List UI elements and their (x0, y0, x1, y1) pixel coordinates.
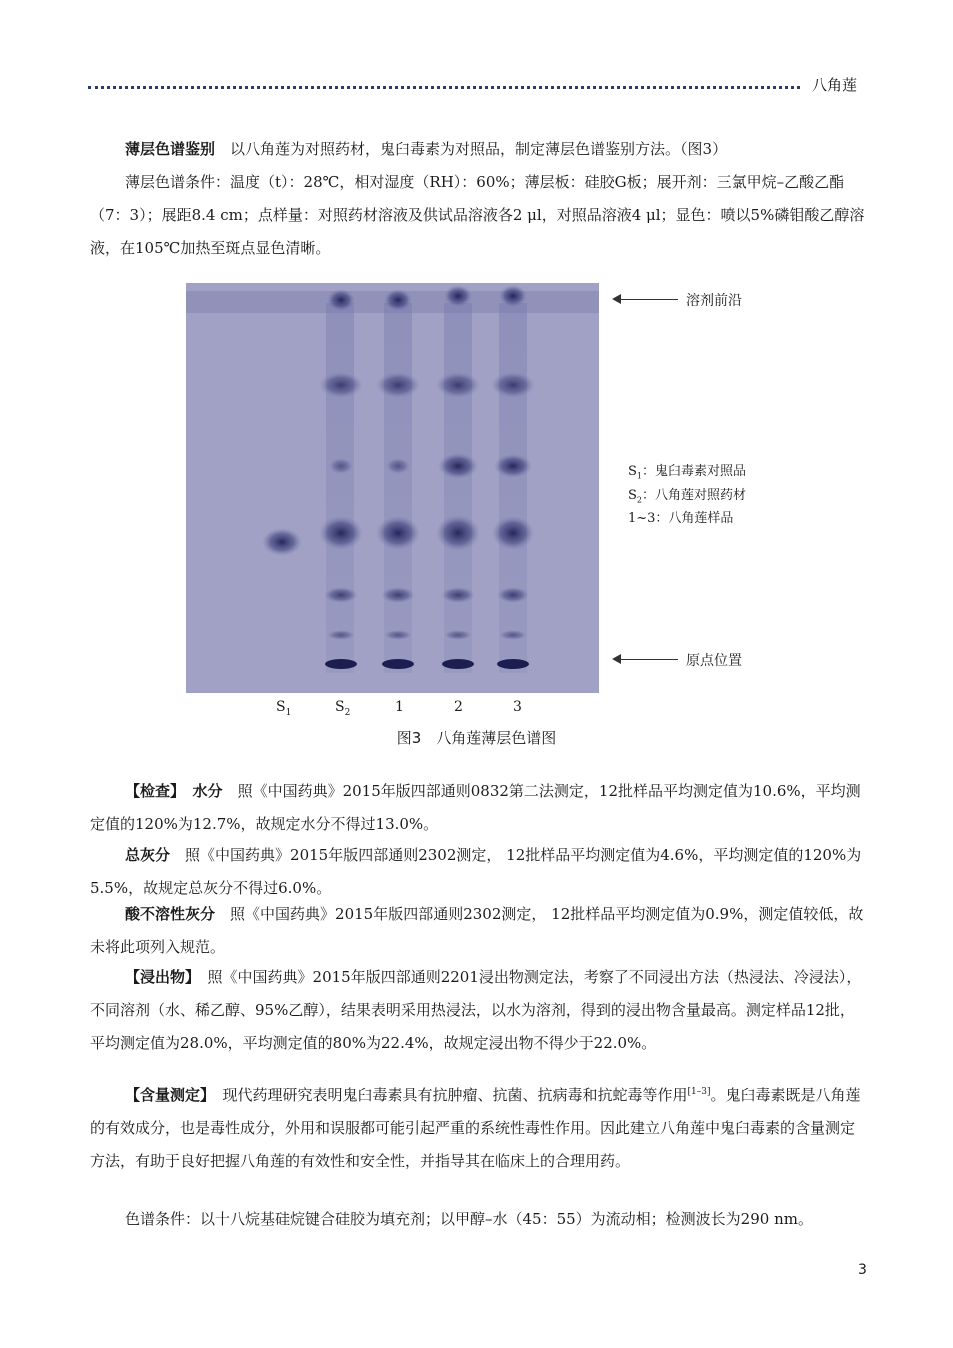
legend-s1: $S_1$：鬼臼毒素对照品 (628, 464, 747, 481)
assay-ref: [1–3] (687, 1087, 711, 1097)
figure-legend (628, 462, 746, 528)
tlc-conditions-paragraph: 薄层色谱条件：温度（t）：28℃，相对湿度（RH）：60%；薄层板：硅胶G板；展开剂：三氯甲烷–乙酸乙酯（7：3）；展距8.4 cm；点样量：对照药材溶液及供试品溶液各2 μl，对照品溶液4 μl；显色：喷以5%磷钼酸乙醇溶液，在105℃加热至斑点显色清晰。 (90, 173, 865, 257)
water-text: 照《中国药典》2015年版四部通则0832第二法测定，12批样品平均测定值为10.6%，平均测定值的120%为12.7%，故规定水分不得过13.0%。 (90, 782, 861, 833)
solvent-front-arrow-icon (614, 299, 678, 300)
ash-heading: 总灰分 (125, 846, 171, 864)
tlc-heading: 薄层色谱鉴别 (125, 140, 216, 158)
figure-caption: 图3 八角莲薄层色谱图 (396, 729, 557, 747)
origin-label: 原点位置 (686, 653, 742, 669)
ash-paragraph (90, 839, 868, 905)
extract-text: 照《中国药典》2015年版四部通则2201浸出物测定法，考察了不同浸出方法（热浸法、冷浸法），不同溶剂（水、稀乙醇、95%乙醇），结果表明采用热浸法，以水为溶剂，得到的浸出物含量最高。测定样品12批，平均测定值为28.0%，平均测定值的80%为22.4%，故规定浸出物不得少于22.0%。 (90, 968, 862, 1052)
assay-text-b: 。鬼臼毒素既是八角莲的有效成分，也是毒性成分，外用和误服都可能引起严重的系统性毒性作用。因此建立八角莲中鬼臼毒素的含量测定方法，有助于良好把握八角莲的有效性和安全性，并指导其在临床上的合理用药。 (90, 1086, 861, 1170)
tlc-plate-image (186, 283, 599, 693)
lane-label-s2: $S_2$ (335, 699, 351, 718)
lane-label-1: 1 (395, 699, 404, 715)
assay-paragraph (90, 1076, 868, 1178)
extract-heading: 【浸出物】 (125, 968, 193, 986)
acid-ash-heading: 酸不溶性灰分 (125, 905, 216, 923)
assay-text-a: 现代药理研究表明鬼臼毒素具有抗肿瘤、抗菌、抗病毒和抗蛇毒等作用 (222, 1086, 688, 1104)
header-dotted-rule (88, 86, 800, 89)
water-heading: 水分 (192, 782, 223, 800)
extract-paragraph (90, 961, 868, 1060)
water-paragraph (90, 775, 868, 841)
tlc-intro-text: 以八角莲为对照药材，鬼臼毒素为对照品，制定薄层色谱鉴别方法。（图3） (230, 140, 728, 158)
tlc-intro-paragraph (90, 133, 868, 166)
lane-label-3: 3 (513, 699, 522, 715)
chromatography-paragraph: 色谱条件：以十八烷基硅烷键合硅胶为填充剂；以甲醇–水（45：55）为流动相；检测波长为290 nm。 (125, 1210, 813, 1228)
lane-label-s1: $S_1$ (276, 699, 292, 718)
legend-samples: 1~3：八角莲样品 (628, 511, 734, 527)
ash-text: 照《中国药典》2015年版四部通则2302测定， 12批样品平均测定值为4.6%，平均测定值的120%为5.5%，故规定总灰分不得过6.0%。 (90, 846, 862, 897)
inspection-heading: 【检查】 (125, 782, 178, 800)
acid-ash-paragraph (90, 898, 868, 964)
running-header-title: 八角莲 (812, 76, 858, 94)
acid-ash-text: 照《中国药典》2015年版四部通则2302测定， 12批样品平均测定值为0.9%，测定值较低，故未将此项列入规范。 (90, 905, 864, 956)
origin-arrow-icon (614, 659, 678, 660)
page-number: 3 (858, 1262, 867, 1278)
assay-heading: 【含量测定】 (125, 1086, 208, 1104)
solvent-front-label: 溶剂前沿 (686, 293, 742, 309)
lane-label-2: 2 (454, 699, 463, 715)
legend-s2: $S_2$：八角莲对照药材 (628, 487, 747, 505)
